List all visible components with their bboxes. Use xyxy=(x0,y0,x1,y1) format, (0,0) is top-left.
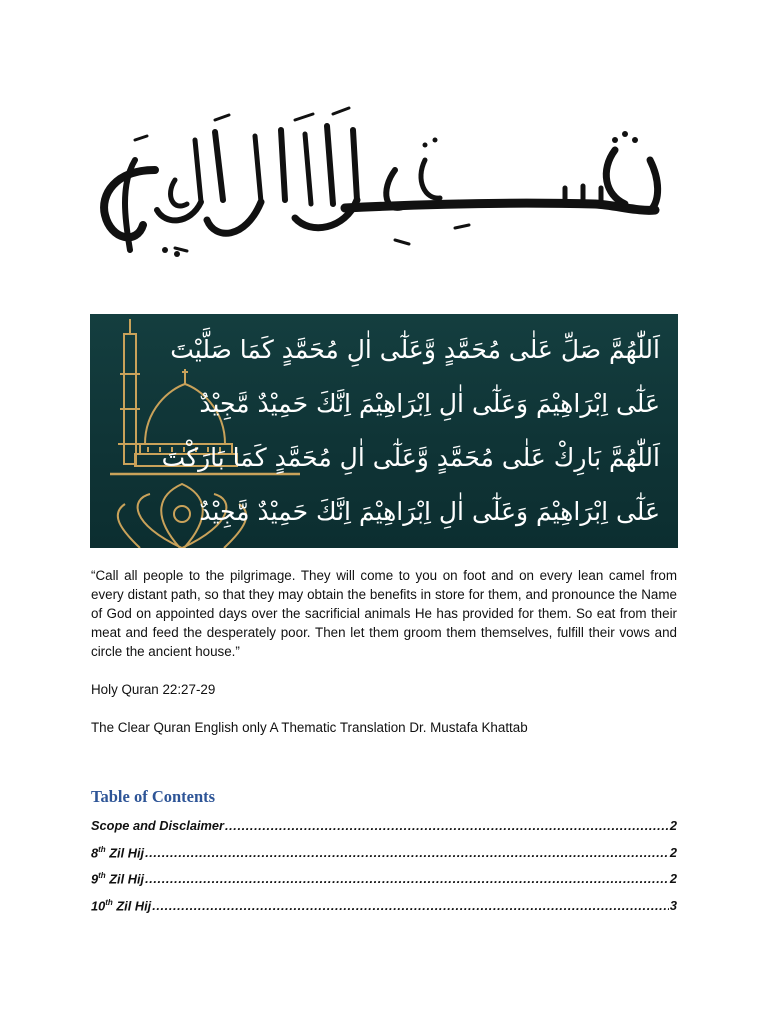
toc-leader-dots xyxy=(145,845,669,860)
toc-page-number: 2 xyxy=(669,818,677,833)
toc-entry-title: 10th Zil Hij xyxy=(91,897,152,913)
toc-entry-title: 9th Zil Hij xyxy=(91,871,145,887)
quran-quote: “Call all people to the pilgrimage. They will come to you on foot and on every lean camel from every distant path, so that they may obtain the benefits in store for them, and pronounce the Name of God on appointed days over the sacrificial animals He has provided for them. So eat from their meat and feed the desperately poor. Then let them groom them themselves, fulfill their vows and circle the ancient house.” xyxy=(91,568,677,659)
toc-page-number: 2 xyxy=(669,844,677,860)
toc-entry-9th-zil-hij[interactable] xyxy=(91,871,677,898)
toc-entry-8th-zil-hij[interactable] xyxy=(91,845,677,872)
toc-entry-10th-zil-hij[interactable] xyxy=(91,898,677,925)
toc-leader-dots xyxy=(225,818,669,833)
table-of-contents xyxy=(91,818,677,924)
bismillah-calligraphy xyxy=(95,100,675,270)
toc-entry-title: 8th Zil Hij xyxy=(91,844,145,860)
durood-line-2: عَلٰٓى اِبْرَاهِيْمَ وَعَلٰٓى اٰلِ اِبْرَاهِيْمَ اِنَّكَ حَمِيْدٌ مَّجِيْدٌ xyxy=(199,389,660,418)
durood-line-3: اَللّٰهُمَّ بَارِكْ عَلٰى مُحَمَّدٍ وَّعَلٰٓى اٰلِ مُحَمَّدٍ كَمَا بَارَكْتَ xyxy=(161,443,660,472)
durood-line-1: اَللّٰهُمَّ صَلِّ عَلٰى مُحَمَّدٍ وَّعَلٰٓى اٰلِ مُحَمَّدٍ كَمَا صَلَّيْتَ xyxy=(170,335,660,364)
toc-page-number: 2 xyxy=(669,871,677,887)
translation-source: The Clear Quran English only A Thematic Translation Dr. Mustafa Khattab xyxy=(91,720,528,735)
durood-line-4: عَلٰٓى اِبْرَاهِيْمَ وَعَلٰٓى اٰلِ اِبْرَاهِيْمَ اِنَّكَ حَمِيْدٌ مَّجِيْدٌ xyxy=(199,497,660,526)
toc-page-number: 3 xyxy=(669,897,677,913)
quran-reference: Holy Quran 22:27-29 xyxy=(91,682,216,697)
durood-banner xyxy=(90,314,678,548)
toc-heading: Table of Contents xyxy=(91,787,216,806)
toc-leader-dots xyxy=(145,871,669,886)
durood-text-block xyxy=(161,328,660,534)
toc-leader-dots xyxy=(152,898,669,913)
toc-entry-scope[interactable] xyxy=(91,818,677,845)
toc-entry-title: Scope and Disclaimer xyxy=(91,818,224,833)
